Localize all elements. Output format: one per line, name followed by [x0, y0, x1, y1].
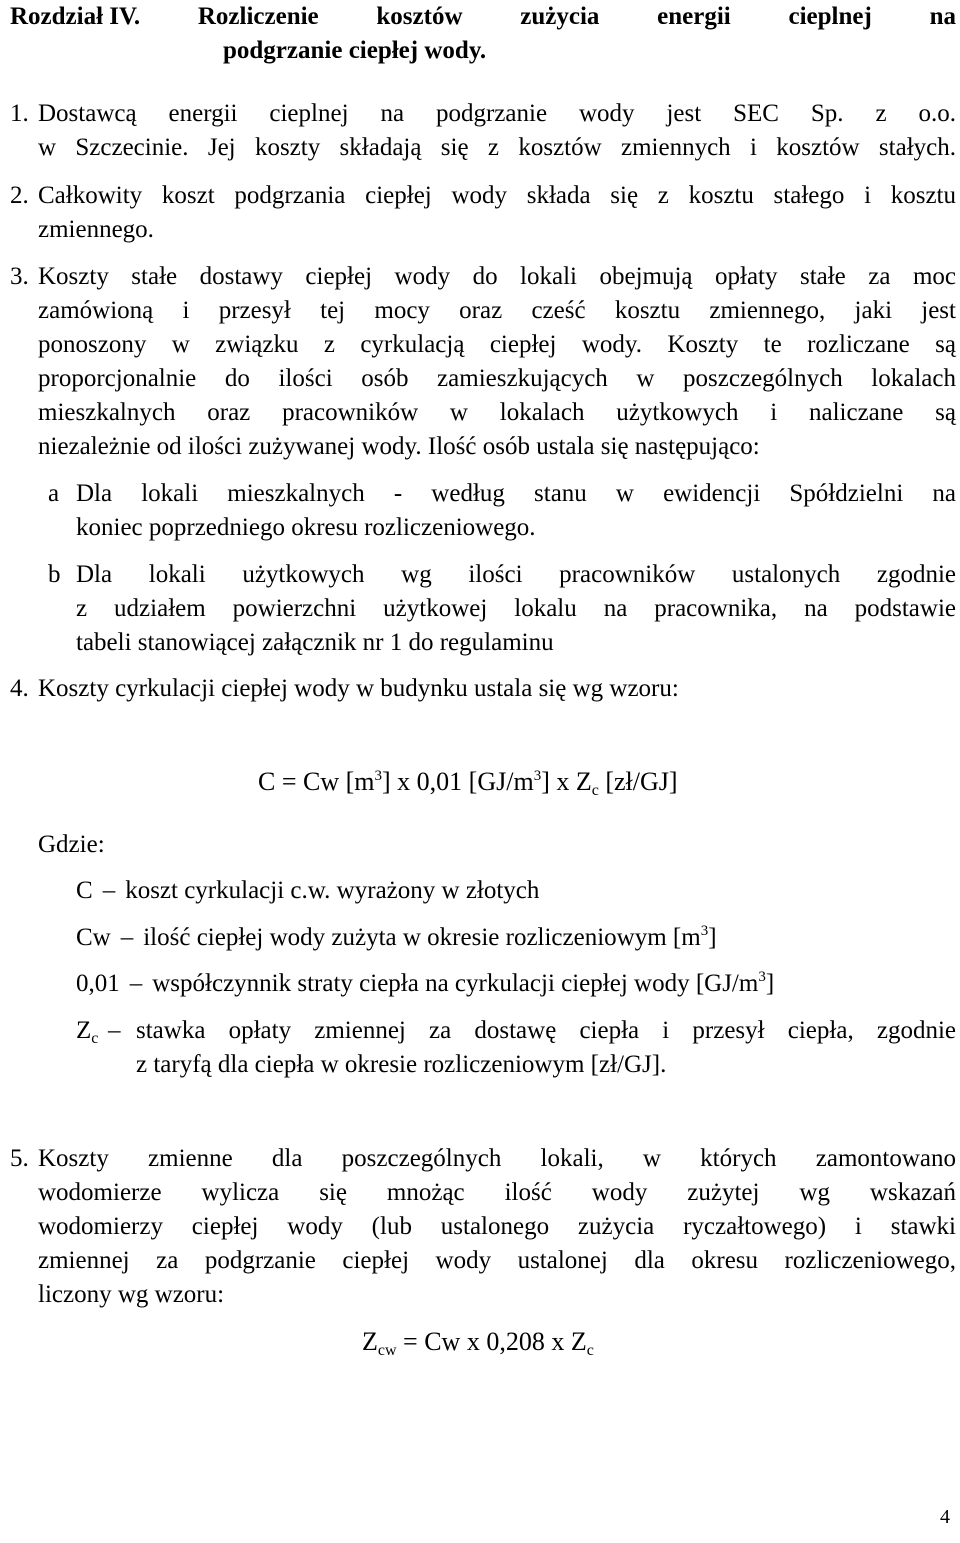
definition-symbol: C: [76, 877, 93, 904]
point-3: [10, 260, 956, 464]
chapter-title-word: energii: [657, 3, 731, 30]
chapter-title-word: cieplnej: [788, 3, 872, 30]
subpoint-line: tabeli stanowiącej załącznik nr 1 do regulaminu: [76, 629, 554, 656]
point-line: niezależnie od ilości zużywanej wody. Ilość osób ustala się następująco:: [38, 433, 760, 460]
formula-superscript: 3: [374, 768, 383, 784]
point-line: Całkowity koszt podgrzania ciepłej wody składa się z kosztu stałego i kosztu: [38, 182, 956, 209]
subpoint-line: koniec poprzedniego okresu rozliczeniowego.: [76, 514, 536, 541]
cost-formula: [258, 765, 678, 799]
point-2: [10, 179, 956, 247]
subpoint-line: Dla lokali mieszkalnych - według stanu w ewidencji Spółdzielni na: [76, 480, 956, 507]
definition-line: stawka opłaty zmiennej za dostawę ciepła i przesył ciepła, zgodnie: [136, 1017, 956, 1044]
definition-text: koszt cyrkulacji c.w. wyrażony w złotych: [125, 877, 540, 904]
page-number: 4: [940, 1506, 950, 1528]
formula-part: ] x 0,01 [GJ/m: [382, 767, 534, 796]
chapter-title-word: na: [929, 3, 956, 30]
definition-symbol-subscript: c: [91, 1030, 99, 1047]
definition-symbol: 0,01: [76, 970, 120, 997]
subpoint-a: [48, 477, 956, 545]
chapter-heading: [10, 0, 956, 68]
point-5: [10, 1142, 956, 1312]
chapter-title-line2: podgrzanie ciepłej wody.: [223, 37, 487, 64]
point-number: 1.: [10, 100, 29, 127]
point-line: Koszty zmienne dla poszczególnych lokali, w których zamontowano: [38, 1145, 956, 1172]
formula-subscript: c: [591, 782, 599, 799]
variable-cost-formula: [362, 1325, 594, 1359]
definition-text: współczynnik straty ciepła na cyrkulacji ciepłej wody [GJ/m: [152, 970, 759, 997]
definition-dash: –: [108, 1017, 121, 1044]
point-number: 4.: [10, 675, 29, 702]
definition-text: ilość ciepłej wody zużyta w okresie rozliczeniowym [m: [143, 924, 701, 951]
definition-text-end: ]: [765, 970, 775, 997]
point-line: wodomierze wylicza się mnożąc ilość wody zużytej wg wskazań: [38, 1179, 956, 1206]
point-1: [10, 97, 956, 165]
definition-cw: [76, 921, 956, 955]
formula-subscript: c: [586, 1342, 594, 1359]
point-line: Koszty cyrkulacji ciepłej wody w budynku ustala się wg wzoru:: [38, 675, 679, 702]
point-line: Dostawcą energii cieplnej na podgrzanie wody jest SEC Sp. z o.o.: [38, 100, 956, 127]
point-line: zmiennego.: [38, 216, 154, 243]
chapter-title-word: zużycia: [520, 3, 600, 30]
point-line: Koszty stałe dostawy ciepłej wody do lokali obejmują opłaty stałe za moc: [38, 263, 956, 290]
formula-part: [zł/GJ]: [598, 767, 678, 796]
formula-subscript: cw: [377, 1342, 397, 1359]
point-number: 2.: [10, 182, 29, 209]
point-number: 3.: [10, 263, 29, 290]
point-line: liczony wg wzoru:: [38, 1281, 225, 1308]
point-line: wodomierzy ciepłej wody (lub ustalonego zużycia ryczałtowego) i stawki: [38, 1213, 956, 1240]
definition-superscript: 3: [700, 923, 709, 939]
definition-dash: –: [129, 970, 143, 997]
where-label: Gdzie:: [38, 831, 105, 858]
subpoint-line: z udziałem powierzchni użytkowej lokalu na pracownika, na podstawie: [76, 595, 956, 622]
point-4: [10, 672, 956, 706]
formula-part: = Cw x 0,208 x Z: [396, 1327, 587, 1356]
definition-symbol: Cw: [76, 924, 111, 951]
definition-symbol: [76, 1014, 98, 1048]
point-line: ponoszony w związku z cyrkulacją ciepłej wody. Koszty te rozliczane są: [38, 331, 956, 358]
chapter-title-word: kosztów: [376, 3, 463, 30]
definition-dash: –: [120, 924, 134, 951]
subpoint-letter: a: [48, 480, 60, 507]
formula-part: ] x Z: [541, 767, 592, 796]
point-line: zmiennej za podgrzanie ciepłej wody ustalonej dla okresu rozliczeniowego,: [38, 1247, 956, 1274]
subpoint-line: Dla lokali użytkowych wg ilości pracowników ustalonych zgodnie: [76, 561, 956, 588]
definition-text-end: ]: [708, 924, 717, 951]
point-line: mieszkalnych oraz pracowników w lokalach użytkowych i naliczane są: [38, 399, 956, 426]
definition-zc: [76, 1014, 956, 1084]
definition-symbol-letter: Z: [76, 1017, 92, 1044]
point-line: zamówioną i przesył tej mocy oraz cześć kosztu zmiennego, jaki jest: [38, 297, 956, 324]
chapter-title-word: Rozliczenie: [197, 3, 319, 30]
definition-c: [76, 874, 956, 908]
subpoint-b: [48, 558, 956, 660]
definition-superscript: 3: [758, 969, 766, 985]
formula-part: C = Cw [m: [258, 767, 375, 796]
formula-superscript: 3: [533, 768, 542, 784]
definition-line: z taryfą dla ciepła w okresie rozliczeniowym [zł/GJ].: [136, 1051, 667, 1078]
definition-dash: –: [102, 877, 116, 904]
point-line: w Szczecinie. Jej koszty składają się z kosztów zmiennych i kosztów stałych.: [38, 134, 956, 161]
subpoint-letter: b: [48, 561, 61, 588]
point-number: 5.: [10, 1145, 29, 1172]
definition-coefficient: [76, 967, 956, 1001]
definition-text-block: [136, 1014, 956, 1082]
chapter-label: Rozdział IV.: [10, 3, 141, 30]
formula-part: Z: [362, 1327, 378, 1356]
point-line: proporcjonalnie do ilości osób zamieszkujących w poszczególnych lokalach: [38, 365, 956, 392]
